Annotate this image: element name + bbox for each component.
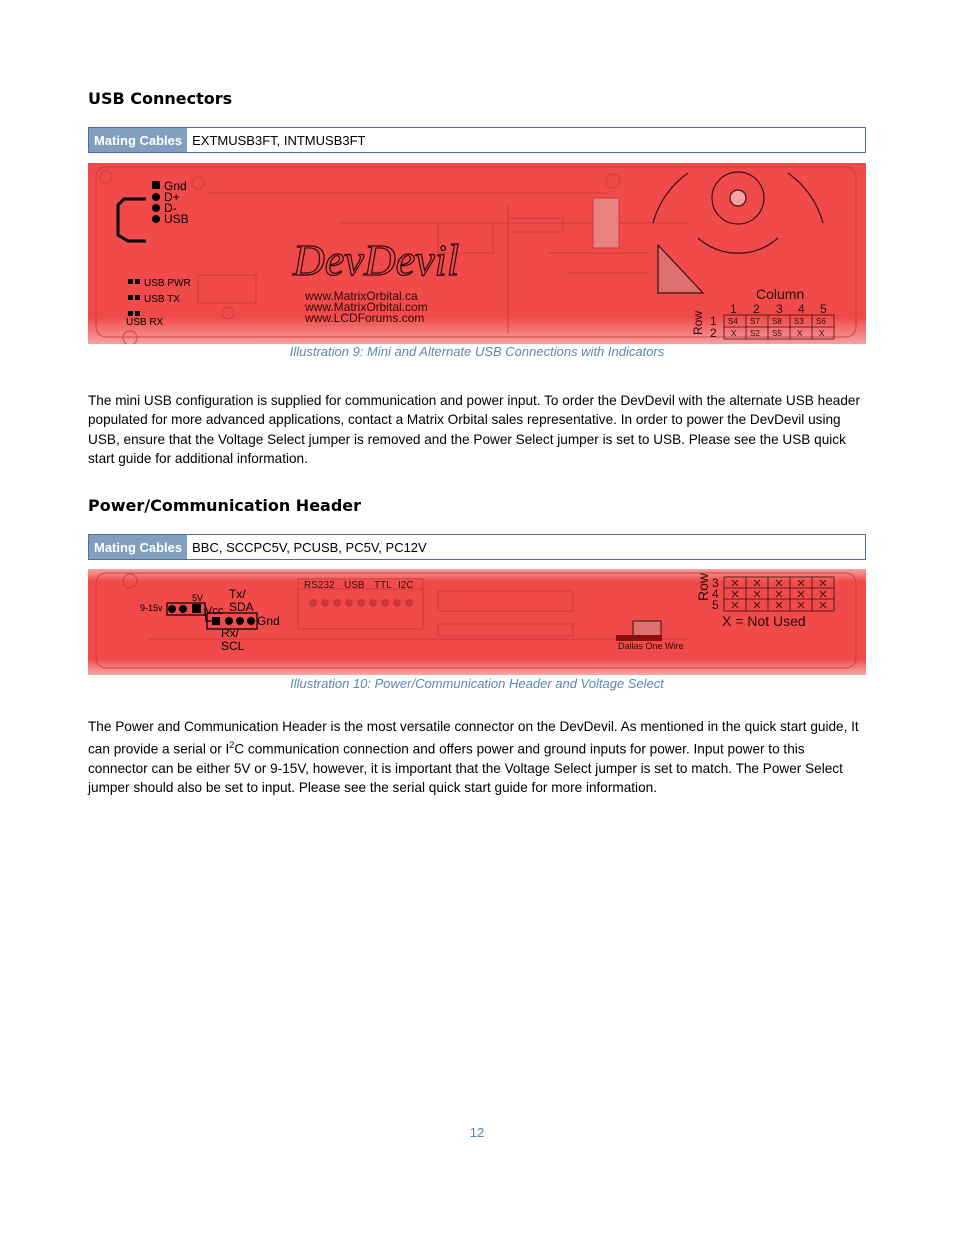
matrix-r2-c1: X [731,329,737,338]
section-heading-power: Power/Communication Header [88,496,362,515]
row-number-4: 4 [712,587,719,601]
matrix-r1-c1: S4 [728,317,738,326]
protocol-usb-label: USB [344,580,365,591]
tx-pin-label: Tx/ [229,587,246,601]
power-paragraph-text-2: C communication connection and offers power and ground inputs for power. Input power to this connector can be either 5V or 9-15V, however, it is important that the Voltage Select jumper is set to match. The Power Select jumper should also be set to input. Please see the serial quick start guide for more information. [88,741,843,796]
mating-cables-value: EXTMUSB3FT, INTMUSB3FT [192,132,366,148]
devdevil-logo: DevDevil [293,236,460,285]
col-number-4: 4 [798,302,805,316]
not-used-legend: X = Not Used [722,613,806,629]
col-number-5: 5 [820,302,827,316]
matrix-r2-c3: S5 [772,329,782,338]
usb-gnd-label: Gnd [164,179,187,193]
col-number-3: 3 [776,302,783,316]
mating-cables-label: Mating Cables [89,128,187,152]
power-paragraph-text-1: The Power and Communication Header is the most versatile connector on the DevDevil. As mentioned in the quick start guide, It can provide a serial or I [88,719,859,757]
power-board-illustration [88,569,866,675]
protocol-rs232-label: RS232 [304,580,335,591]
matrix-r2-c2: S2 [750,329,760,338]
sda-pin-label: SDA [229,600,254,614]
scl-pin-label: SCL [221,639,245,653]
voltage-5v-label: 5V [192,593,204,603]
dallas-one-wire-label: Dallas One Wire [618,641,684,651]
section-heading-usb: USB Connectors [88,89,233,108]
usb-rx-indicator-label: USB RX [126,317,164,328]
row-label-2: Row [695,572,711,601]
protocol-ttl-label: TTL [374,580,392,591]
power-paragraph-superscript: 2 [229,740,235,751]
url-com: www.MatrixOrbital.com [305,300,428,314]
mating-cables-value: BBC, SCCPC5V, PCUSB, PC5V, PC12V [192,539,427,555]
power-paragraph [88,717,868,798]
col-number-2: 2 [753,302,760,316]
usb-paragraph: The mini USB configuration is supplied for communication and power input. To order the DevDevil with the alternate USB header populated for more advanced applications, contact a Matrix Orbital sales representative. In order to power the DevDevil using USB, ensure that the Voltage Select jumper is removed and the Power Select jumper is set to USB. Please see the USB quick start guide for additional information. [88,393,860,466]
mating-cables-label: Mating Cables [89,535,187,559]
mating-cables-table-power [88,534,866,560]
usb-usb-label: USB [164,212,189,226]
row-label: Row [691,310,705,335]
voltage-915-label: 9-15v [140,603,163,613]
col-number-1: 1 [730,302,737,316]
gnd-pin-label: Gnd [257,614,280,628]
row-number-5: 5 [712,598,719,612]
row-number-2: 2 [710,326,717,340]
matrix-r1-c5: S6 [816,317,826,326]
usb-pwr-indicator-label: USB PWR [144,278,191,289]
matrix-r1-c4: S3 [794,317,804,326]
protocol-i2c-label: I2C [398,580,414,591]
vcc-pin-label: Vcc [205,605,224,617]
matrix-r2-c5: X [819,329,825,338]
rx-pin-label: Rx/ [221,626,239,640]
usb-dplus-label: D+ [164,190,180,204]
row-number-1: 1 [710,314,717,328]
page-number: 12 [469,1125,485,1140]
matrix-r2-c4: X [797,329,803,338]
matrix-r1-c2: S7 [750,317,760,326]
usb-dminus-label: D- [164,201,177,215]
matrix-r1-c3: S8 [772,317,782,326]
illustration-caption-10: Illustration 10: Power/Communication Header and Voltage Select [290,676,664,691]
url-forums: www.LCDForums.com [305,311,425,325]
row-number-3: 3 [712,576,719,590]
illustration-caption-9: Illustration 9: Mini and Alternate USB Connections with Indicators [289,344,665,359]
usb-board-illustration [88,163,866,344]
mating-cables-table-usb [88,127,866,153]
url-ca: www.MatrixOrbital.ca [305,289,418,303]
usb-tx-indicator-label: USB TX [144,294,180,305]
column-label: Column [756,286,805,302]
